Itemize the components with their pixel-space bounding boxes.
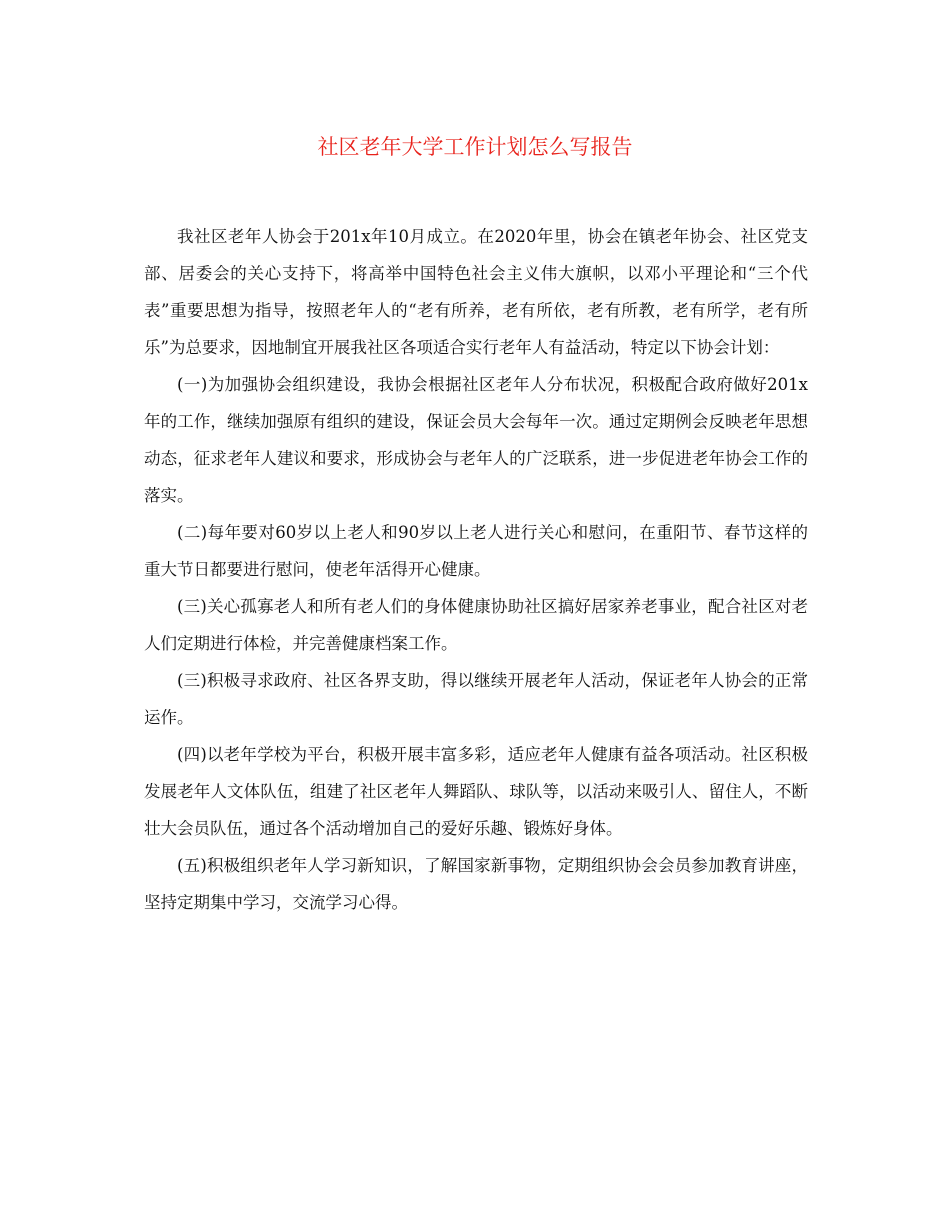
paragraph-item-4: (四)以老年学校为平台，积极开展丰富多彩，适应老年人健康有益各项活动。社区积极发展老年人文体队伍，组建了社区老年人舞蹈队、球队等，以活动来吸引人、留住人，不断壮大会员队伍，通过各个活动增加自己的爱好乐趣、锻炼好身体。: [144, 745, 808, 838]
paragraph-item-2: (二)每年要对60岁以上老人和90岁以上老人进行关心和慰问，在重阳节、春节这样的重大节日都要进行慰问，使老年活得开心健康。: [144, 523, 808, 579]
document-body: [144, 218, 808, 921]
paragraph-item-3b: (三)积极寻求政府、社区各界支助，得以继续开展老年人活动，保证老年人协会的正常运作。: [144, 671, 808, 727]
paragraph-item-1: (一)为加强协会组织建设，我协会根据社区老年人分布状况，积极配合政府做好201x年的工作，继续加强原有组织的建设，保证会员大会每年一次。通过定期例会反映老年思想动态，征求老年人建议和要求，形成协会与老年人的广泛联系，进一步促进老年协会工作的落实。: [144, 375, 808, 505]
paragraph-intro: 我社区老年人协会于201x年10月成立。在2020年里，协会在镇老年协会、社区党支部、居委会的关心支持下，将高举中国特色社会主义伟大旗帜，以邓小平理论和“三个代表”重要思想为指导，按照老年人的“老有所养，老有所依，老有所教，老有所学，老有所乐”为总要求，因地制宜开展我社区各项适合实行老年人有益活动，特定以下协会计划：: [144, 227, 808, 357]
paragraph-item-3: (三)关心孤寡老人和所有老人们的身体健康协助社区搞好居家养老事业，配合社区对老人们定期进行体检，并完善健康档案工作。: [144, 597, 808, 653]
document-title: 社区老年大学工作计划怎么写报告: [317, 135, 633, 159]
paragraph-item-5: (五)积极组织老年人学习新知识，了解国家新事物，定期组织协会会员参加教育讲座，坚持定期集中学习，交流学习心得。: [144, 856, 808, 912]
